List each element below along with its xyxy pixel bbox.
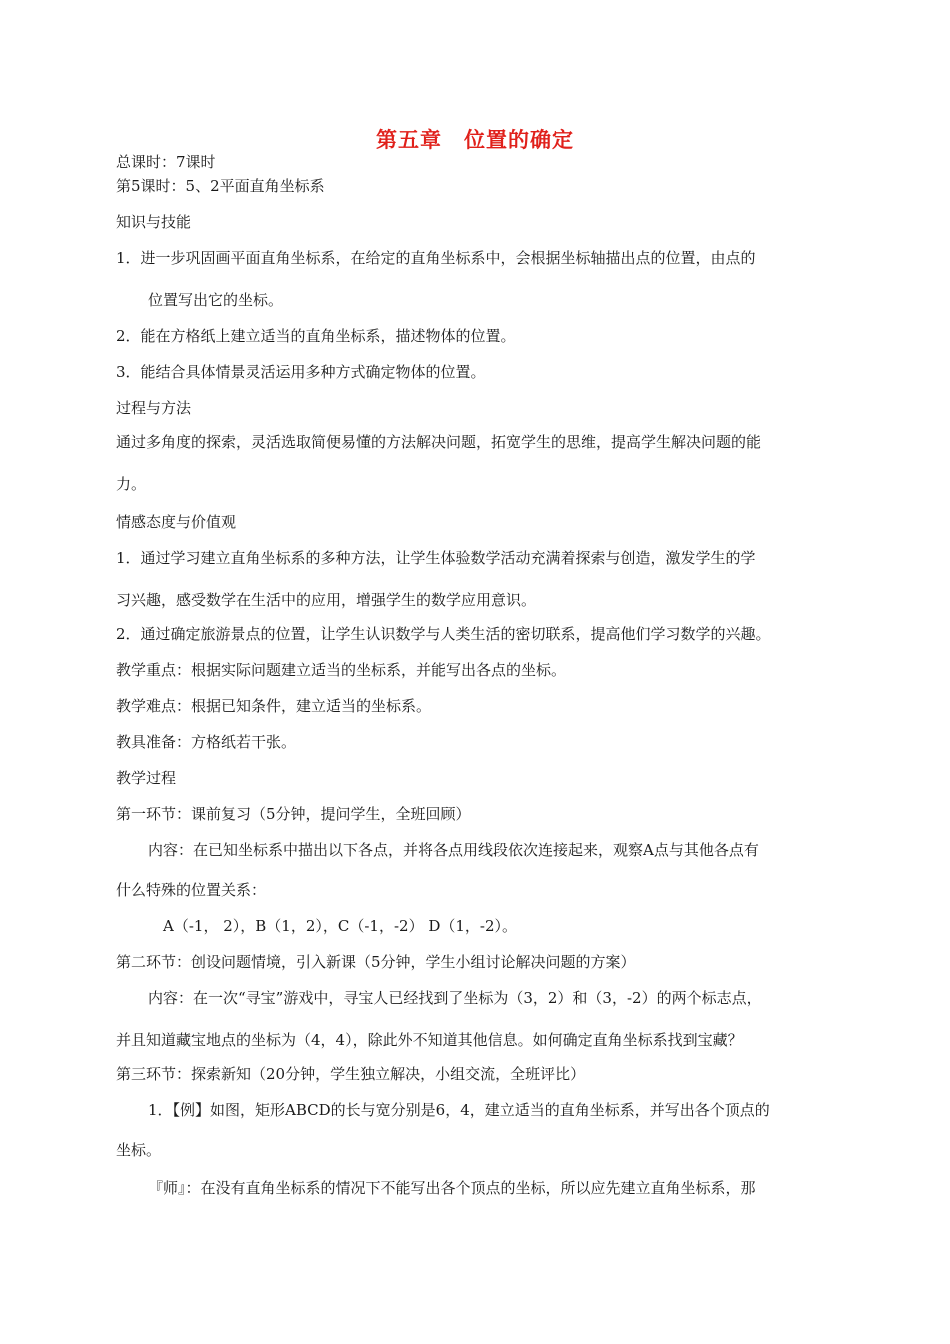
paragraph-line: 并且知道藏宝地点的坐标为（4，4），除此外不知道其他信息。如何确定直角坐标系找到宝藏？: [116, 1031, 743, 1049]
paragraph-line: 1．【例】如图，矩形ABCD的长与宽分别是6，4，建立适当的直角坐标系，并写出各个顶点的: [148, 1101, 770, 1119]
step-two-heading: 第二环节：创设问题情境，引入新课（5分钟，学生小组讨论解决问题的方案）: [116, 953, 636, 971]
paragraph-line: 1．进一步巩固画平面直角坐标系，在给定的直角坐标系中，会根据坐标轴描出点的位置，由点的: [116, 249, 756, 267]
coordinate-points: A（-1， 2），B（1，2），C（-1，-2） D（1，-2）。: [163, 917, 518, 935]
paragraph-line: 1．通过学习建立直角坐标系的多种方法，让学生体验数学活动充满着探索与创造，激发学生的学: [116, 549, 756, 567]
paragraph-line: 力。: [116, 475, 147, 493]
section-heading-teaching-process: 教学过程: [116, 769, 177, 787]
difficult-point: 教学难点：根据已知条件，建立适当的坐标系。: [116, 697, 432, 715]
teaching-aids: 教具准备：方格纸若干张。: [116, 733, 297, 751]
paragraph-line: 2．通过确定旅游景点的位置，让学生认识数学与人类生活的密切联系，提高他们学习数学的兴趣。: [116, 625, 771, 643]
step-three-heading: 第三环节：探索新知（20分钟，学生独立解决，小组交流，全班评比）: [116, 1065, 586, 1083]
paragraph-line: 内容：在已知坐标系中描出以下各点，并将各点用线段依次连接起来，观察A点与其他各点有: [148, 841, 759, 859]
key-point: 教学重点：根据实际问题建立适当的坐标系，并能写出各点的坐标。: [116, 661, 567, 679]
paragraph-line: 习兴趣，感受数学在生活中的应用，增强学生的数学应用意识。: [116, 591, 537, 609]
paragraph-line: 位置写出它的坐标。: [148, 291, 284, 309]
paragraph-line: 通过多角度的探索，灵活选取简便易懂的方法解决问题，拓宽学生的思维，提高学生解决问题的能: [116, 433, 762, 451]
paragraph-line: 内容：在一次“寻宝”游戏中，寻宝人已经找到了坐标为（3，2）和（3，-2）的两个标志点，: [148, 989, 762, 1007]
total-hours: 总课时：7课时: [116, 153, 216, 171]
paragraph-line: 2．能在方格纸上建立适当的直角坐标系，描述物体的位置。: [116, 327, 516, 345]
lesson-number: 第5课时：5、2平面直角坐标系: [116, 177, 325, 195]
step-one-heading: 第一环节：课前复习（5分钟，提问学生，全班回顾）: [116, 805, 471, 823]
paragraph-line: 什么特殊的位置关系：: [116, 881, 267, 899]
paragraph-line: 坐标。: [116, 1141, 162, 1159]
paragraph-line: 『师』：在没有直角坐标系的情况下不能写出各个顶点的坐标，所以应先建立直角坐标系，那: [148, 1179, 756, 1197]
section-heading-knowledge: 知识与技能: [116, 213, 192, 231]
paragraph-line: 3．能结合具体情景灵活运用多种方式确定物体的位置。: [116, 363, 486, 381]
section-heading-attitude: 情感态度与价值观: [116, 513, 237, 531]
section-heading-process: 过程与方法: [116, 399, 192, 417]
chapter-title: 第五章 位置的确定: [376, 128, 574, 152]
